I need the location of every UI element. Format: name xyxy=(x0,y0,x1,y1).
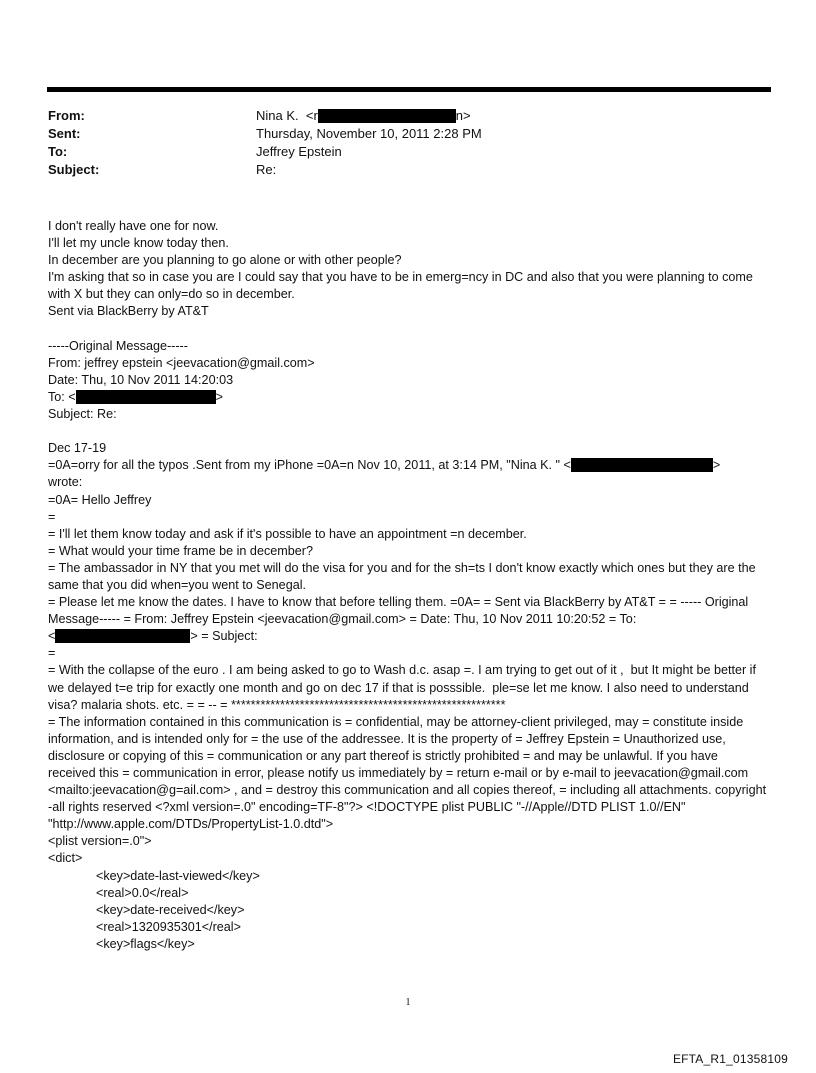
body-line: = I'll let them know today and ask if it's possible to have an appointment =n december. xyxy=(48,526,527,541)
to-value: Jeffrey Epstein xyxy=(256,144,342,159)
plist-line: <dict> xyxy=(48,851,83,866)
disclaimer-text: = The information contained in this communication is = confidential, may be attorney-client privileged, may = constitute inside information, and is intended only for = the use of the addressee. It is the property of = Jeffrey Epstein = Unauthorized use, disclosure or copying of this = communication or any part thereof is strictly prohibited = and may be unlawful. If you have received this = communication in error, please notify us immediately by = return e-mail or by e-mail to jeevacation@gmail.com <mailto:jeevacation@g=ail.com> , and = destroy this communication and all copies thereof, = including all attachments. copyright -all rights reserved <?xml version=.0" encoding=TF-8"?> <!DOCTYPE plist PUBLIC "-//Apple//DTD PLIST 1.0//EN" "http://www.apple.com/DTDs/PropertyList-1.0.dtd"> xyxy=(48,714,770,832)
body-line: = Please let me know the dates. I have to know that before telling them. =0A= = Sent via BlackBerry by AT&T = = ----- Original Message----- = From: Jeffrey Epstein <jeevacation@gmail.com> = Date: Thu, 10 Nov 2011 10:20:52 = To: xyxy=(48,595,752,627)
sent-value: Thursday, November 10, 2011 2:28 PM xyxy=(256,126,482,141)
body-line: I'll let my uncle know today then. xyxy=(48,236,229,251)
plist-line: <key>date-received</key> xyxy=(96,902,245,917)
redaction-box xyxy=(571,458,713,472)
page-number: 1 xyxy=(405,997,411,1008)
body-line: =0A=orry for all the typos .Sent from my iPhone =0A=n Nov 10, 2011, at 3:14 PM, "Nina K. " < > xyxy=(48,458,721,473)
plist-line: <key>flags</key> xyxy=(96,936,195,951)
body-line: I don't really have one for now. xyxy=(48,219,219,233)
body-line: < > = Subject: xyxy=(48,629,258,644)
original-message-header: -----Original Message----- xyxy=(48,338,188,353)
body-line: = xyxy=(48,509,56,524)
plist-line: <plist version=.0"> xyxy=(48,834,152,849)
original-date: Date: Thu, 10 Nov 2011 14:20:03 xyxy=(48,372,234,387)
body-line: = The ambassador in NY that you met will do the visa for you and for the sh=ts I don't know exactly which ones but they are the same that you did when=you went to Senegal. xyxy=(48,560,760,592)
subject-value: Re: xyxy=(256,162,277,177)
email-body xyxy=(48,218,768,953)
from-label: From: xyxy=(48,108,85,123)
body-line: = With the collapse of the euro . I am being asked to go to Wash d.c. asap =. I am trying to get out of it , but It might be better if we delayed t=e trip for exactly one month and go on dec 17 if that is posssible. ple=se let me know. I also need to understand visa? malaria shots. etc. = = -- = ******************************************************** xyxy=(48,663,760,712)
body-line: = What would your time frame be in december? xyxy=(48,543,313,558)
body-line: Sent via BlackBerry by AT&T xyxy=(48,304,209,319)
sent-label: Sent: xyxy=(48,126,81,141)
redaction-box xyxy=(318,109,456,123)
redaction-box xyxy=(55,629,190,643)
header-rule xyxy=(47,87,771,92)
body-line: I'm asking that so in case you are I could say that you have to be in emerg=ncy in DC and also that you were planning to come with X but they can only=do so in december. xyxy=(48,270,757,302)
subject-label: Subject: xyxy=(48,162,100,177)
plist-line: <real>1320935301</real> xyxy=(96,919,241,934)
from-value: Nina K. <r n> xyxy=(256,108,471,123)
body-line: wrote: xyxy=(48,475,83,490)
body-line: =0A= Hello Jeffrey xyxy=(48,492,152,507)
redaction-box xyxy=(76,390,216,404)
plist-line: <real>0.0</real> xyxy=(96,885,189,900)
plist-line: <key>date-last-viewed</key> xyxy=(96,868,260,883)
body-line: = xyxy=(48,646,56,661)
body-line: Dec 17-19 xyxy=(48,441,107,456)
bates-number: EFTA_R1_01358109 xyxy=(672,1052,788,1066)
to-label: To: xyxy=(48,144,68,159)
original-from: From: jeffrey epstein <jeevacation@gmail.com> xyxy=(48,355,315,370)
original-subject: Subject: Re: xyxy=(48,407,117,422)
original-to: To: < > xyxy=(48,389,224,404)
body-line: In december are you planning to go alone or with other people? xyxy=(48,253,402,268)
